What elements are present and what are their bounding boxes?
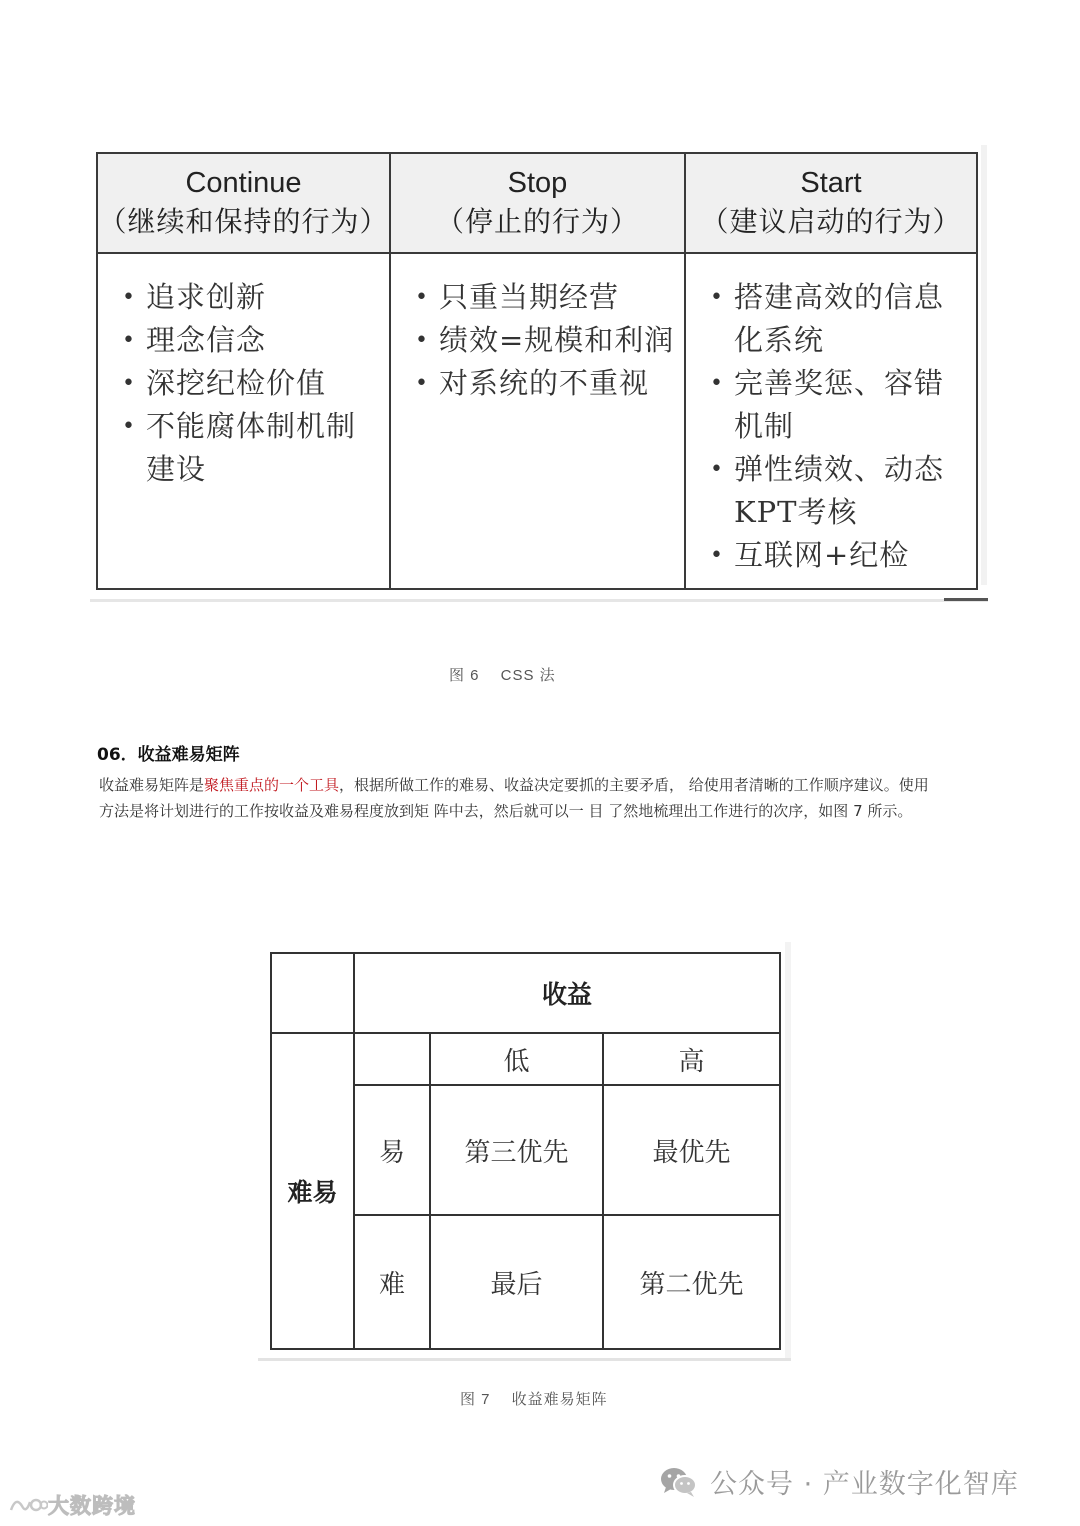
- start-list: [708, 276, 976, 577]
- header-subtitle: （继续和保持的行为）: [98, 206, 389, 237]
- brand-text: 公众号 · 产业数字化智库: [710, 1469, 1019, 1500]
- list-item: • 搭建高效的信息化系统: [708, 276, 949, 362]
- table-shadow-right: [981, 145, 987, 585]
- matrix-shadow-right: [785, 942, 791, 1358]
- header-title: Start: [800, 167, 862, 199]
- list-item: • 理念信念: [120, 319, 389, 362]
- header-subtitle: （停止的行为）: [435, 206, 639, 237]
- list-item: • 不能腐体制机制建设: [120, 405, 356, 491]
- list-item: • 绩效=规模和利润: [413, 319, 684, 362]
- section-title: 06．收益难易矩阵: [97, 745, 240, 765]
- hard-low-cell: 最后: [430, 1215, 603, 1349]
- list-item: • 追求创新: [120, 276, 389, 319]
- table-shadow-mark: [944, 598, 988, 601]
- continue-list: [120, 276, 389, 491]
- list-item: • 对系统的不重视: [413, 362, 684, 405]
- table-shadow-bottom: [90, 599, 988, 602]
- benefit-difficulty-matrix: [270, 952, 781, 1350]
- watermark: [8, 1490, 136, 1520]
- start-cell: [686, 254, 976, 588]
- css-table: [96, 152, 978, 590]
- wechat-brand: [660, 1462, 1019, 1501]
- para-highlight: 聚焦重点的一个工具: [204, 776, 340, 794]
- stop-cell: [391, 254, 686, 588]
- wechat-icon: [660, 1466, 698, 1498]
- easy-high-cell: 最优先: [603, 1085, 780, 1215]
- easy-low-cell: 第三优先: [430, 1085, 603, 1215]
- header-subtitle: （建议启动的行为）: [700, 206, 962, 237]
- low-label: 低: [430, 1033, 603, 1085]
- list-item: • 深挖纪检价值: [120, 362, 389, 405]
- header-start: [686, 154, 976, 254]
- matrix-shadow-bottom: [258, 1358, 791, 1361]
- figure-6-caption: 图 6 CSS 法: [449, 667, 556, 684]
- benefit-header: 收益: [354, 953, 780, 1033]
- watermark-logo-icon: [8, 1492, 48, 1518]
- para-rest: ，根据所做工作的难易、收益决定要抓的主要矛盾， 给使用者清晰的工作顺序建议。使用方法是将计划进行的工作按收益及难易程度放到矩 阵中去，然后就可以一 目 了然地梳理出工作进行的次序，如图 7 所示。: [99, 776, 929, 820]
- list-item: • 完善奖惩、容错机制: [708, 362, 949, 448]
- header-title: Stop: [507, 167, 568, 199]
- list-item: • 弹性绩效、动态KPT考核: [708, 448, 949, 534]
- list-item: • 只重当期经营: [413, 276, 684, 319]
- list-item: • 互联网+纪检: [708, 534, 976, 577]
- continue-cell: [98, 254, 391, 588]
- header-title: Continue: [185, 167, 302, 199]
- hard-label: 难: [354, 1215, 430, 1349]
- section-paragraph: [99, 772, 929, 824]
- easy-label: 易: [354, 1085, 430, 1215]
- para-prefix: 收益难易矩阵是: [99, 776, 205, 794]
- figure-7-caption: 图 7 收益难易矩阵: [460, 1391, 608, 1408]
- header-stop: [391, 154, 686, 254]
- header-continue: [98, 154, 391, 254]
- hard-high-cell: 第二优先: [603, 1215, 780, 1349]
- high-label: 高: [603, 1033, 780, 1085]
- corner-cell: [271, 953, 354, 1033]
- stop-list: [413, 276, 684, 405]
- blank-cell: [354, 1033, 430, 1085]
- watermark-text: 大数跨境: [48, 1494, 136, 1518]
- difficulty-header: 难易: [271, 1033, 354, 1349]
